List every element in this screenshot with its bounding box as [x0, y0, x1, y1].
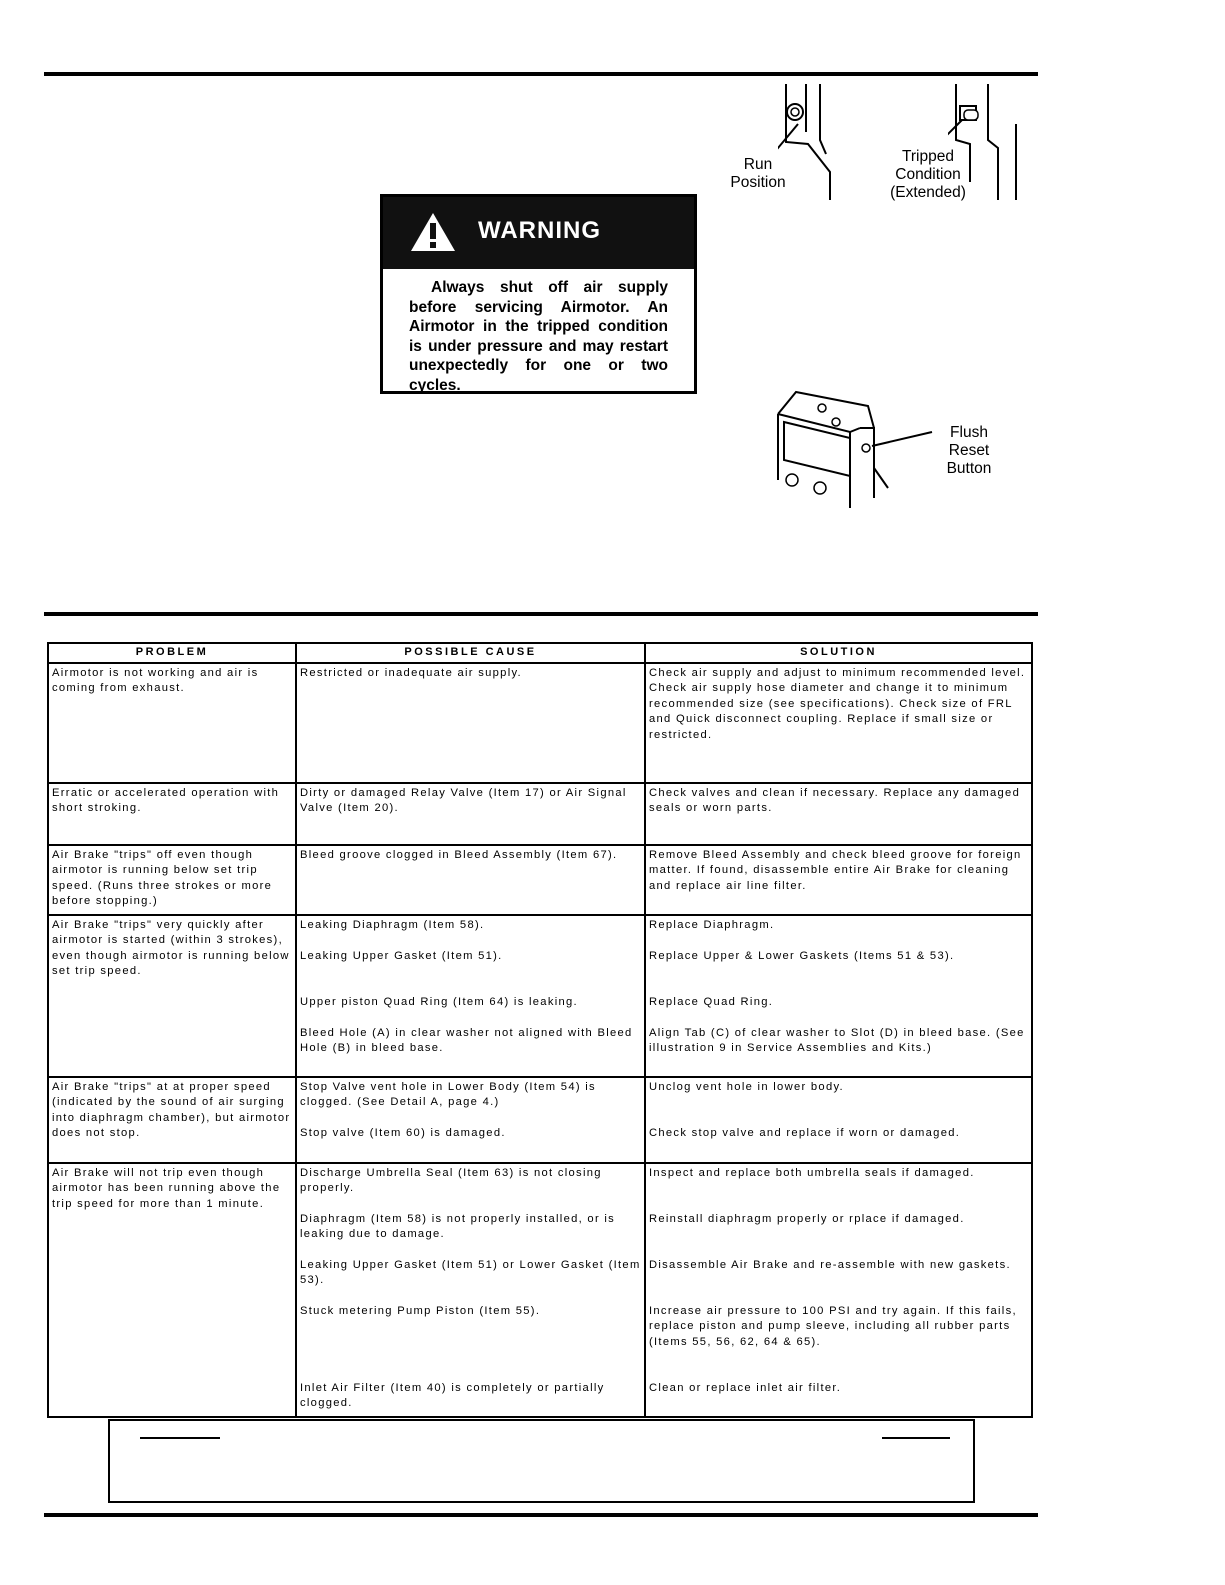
cause-entry: Bleed Hole (A) in clear washer not aligned with Bleed Hole (B) in bleed base.	[300, 1026, 633, 1054]
cause-entry: Diaphragm (Item 58) is not properly installed, or is leaking due to damage.	[300, 1212, 616, 1240]
table-row	[48, 663, 1032, 783]
solution-cell: Check valves and clean if necessary. Replace any damaged seals or worn parts.	[645, 783, 1032, 845]
solution-entry: Replace Diaphragm.	[649, 918, 775, 931]
solution-entry: Replace Quad Ring.	[649, 995, 774, 1008]
note-right-rule	[882, 1437, 950, 1439]
cause-cell: Restricted or inadequate air supply.	[296, 663, 645, 783]
table-row	[48, 783, 1032, 845]
solution-entry: Clean or replace inlet air filter.	[649, 1381, 842, 1394]
bottom-rule	[44, 1513, 1038, 1517]
header-solution: SOLUTION	[645, 643, 1032, 663]
warning-triangle-icon	[409, 211, 457, 253]
solution-entry: Inspect and replace both umbrella seals if damaged.	[649, 1166, 975, 1179]
header-problem: PROBLEM	[48, 643, 296, 663]
table-header-row	[48, 643, 1032, 663]
solution-entry: Unclog vent hole in lower body.	[649, 1080, 844, 1093]
cause-cell	[296, 915, 645, 1077]
cause-entry: Upper piston Quad Ring (Item 64) is leaking.	[300, 995, 578, 1008]
cause-entry: Leaking Upper Gasket (Item 51).	[300, 949, 503, 962]
top-rule	[44, 72, 1038, 76]
solution-entry: Align Tab (C) of clear washer to Slot (D) in bleed base. (See illustration 9 in Service Assemblies and Kits.)	[649, 1026, 1025, 1054]
problem-cell: Air Brake will not trip even though airmotor has been running above the trip speed for more than 1 minute.	[48, 1163, 296, 1417]
problem-cell: Erratic or accelerated operation with short stroking.	[48, 783, 296, 845]
solution-cell: Remove Bleed Assembly and check bleed groove for foreign matter. If found, disassemble entire Air Brake for cleaning and replace air line filter.	[645, 845, 1032, 915]
table-row	[48, 915, 1032, 1077]
warning-header	[383, 197, 694, 269]
cause-cell: Dirty or damaged Relay Valve (Item 17) or Air Signal Valve (Item 20).	[296, 783, 645, 845]
note-left-rule	[140, 1437, 220, 1439]
table-row	[48, 845, 1032, 915]
tripped-condition-label: Tripped Condition (Extended)	[890, 148, 966, 201]
solution-entry: Reinstall diaphragm properly or rplace if damaged.	[649, 1212, 965, 1225]
warning-box	[380, 194, 697, 394]
cause-entry: Stuck metering Pump Piston (Item 55).	[300, 1304, 541, 1317]
problem-cell: Air Brake "trips" at at proper speed (indicated by the sound of air surging into diaphragm chamber), but airmotor does not stop.	[48, 1077, 296, 1163]
cause-cell: Bleed groove clogged in Bleed Assembly (Item 67).	[296, 845, 645, 915]
run-position-label: Run Position	[730, 156, 786, 191]
cause-entry: Inlet Air Filter (Item 40) is completely or partially clogged.	[300, 1381, 605, 1409]
cause-entry: Discharge Umbrella Seal (Item 63) is not closing properly.	[300, 1166, 602, 1194]
solution-cell	[645, 915, 1032, 1077]
cause-entry: Stop Valve vent hole in Lower Body (Item 54) is clogged. (See Detail A, page 4.)	[300, 1080, 596, 1108]
troubleshooting-table	[47, 642, 1033, 1418]
solution-cell: Check air supply and adjust to minimum recommended level. Check air supply hose diameter and change it to minimum recommended size (see specifications). Check size of FRL and Quick disconnect coupling. Replace if small size or restricted.	[645, 663, 1032, 783]
solution-cell	[645, 1077, 1032, 1163]
warning-text: Always shut off air supply before servicing Airmotor. An Airmotor in the tripped condition is under pressure and may restart unexpectedly for one or two cycles.	[409, 279, 668, 394]
middle-rule	[44, 612, 1038, 616]
cause-entry: Stop valve (Item 60) is damaged.	[300, 1126, 506, 1139]
problem-cell: Airmotor is not working and air is coming from exhaust.	[48, 663, 296, 783]
solution-entry: Check stop valve and replace if worn or damaged.	[649, 1126, 961, 1139]
warning-title: WARNING	[478, 217, 601, 244]
table-row	[48, 1163, 1032, 1417]
problem-cell: Air Brake "trips" very quickly after airmotor is started (within 3 strokes), even though airmotor is running below set trip speed.	[48, 915, 296, 1077]
cause-cell	[296, 1077, 645, 1163]
solution-entry: Increase air pressure to 100 PSI and try again. If this fails, replace piston and pump sleeve, including all rubber parts (Items 55, 56, 62, 64 & 65).	[649, 1304, 1017, 1348]
header-possible-cause: POSSIBLE CAUSE	[296, 643, 645, 663]
solution-entry: Replace Upper & Lower Gaskets (Items 51 & 53).	[649, 949, 955, 962]
cause-entry: Leaking Diaphragm (Item 58).	[300, 918, 485, 931]
solution-cell	[645, 1163, 1032, 1417]
table-row	[48, 1077, 1032, 1163]
cause-cell	[296, 1163, 645, 1417]
flush-reset-illustration-icon	[764, 388, 944, 518]
note-box	[108, 1419, 975, 1503]
problem-cell: Air Brake "trips" off even though airmotor is running below set trip speed. (Runs three strokes or more before stopping.)	[48, 845, 296, 915]
flush-reset-label: Flush Reset Button	[946, 424, 992, 477]
cause-entry: Leaking Upper Gasket (Item 51) or Lower Gasket (Item 53).	[300, 1258, 641, 1286]
solution-entry: Disassemble Air Brake and re-assemble with new gaskets.	[649, 1258, 1011, 1271]
